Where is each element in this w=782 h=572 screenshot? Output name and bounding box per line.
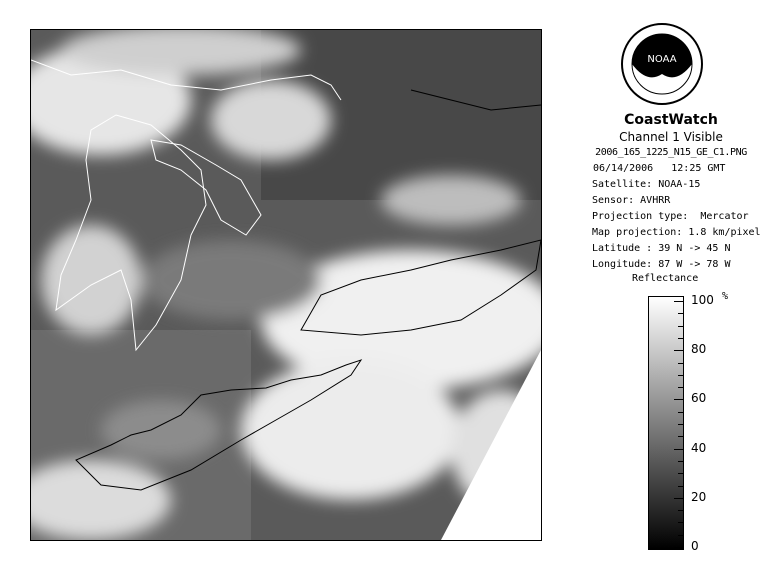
colorbar-tick bbox=[678, 535, 684, 536]
colorbar-tick-label: 40 bbox=[691, 440, 707, 455]
colorbar-tick-label: 0 bbox=[691, 539, 699, 553]
colorbar-tick bbox=[674, 399, 684, 400]
colorbar-tick bbox=[674, 301, 684, 302]
colorbar-tick bbox=[674, 498, 684, 499]
satellite-image[interactable] bbox=[30, 29, 542, 541]
latitude-label: Latitude : 39 N -> 45 N bbox=[592, 243, 731, 254]
colorbar-unit: % bbox=[722, 291, 729, 302]
colorbar-tick-label: 20 bbox=[691, 489, 707, 504]
colorbar-tick bbox=[674, 350, 684, 351]
map-projection-label: Map projection: 1.8 km/pixel bbox=[592, 227, 761, 238]
satellite-label: Satellite: NOAA-15 bbox=[592, 179, 701, 190]
colorbar-tick bbox=[678, 461, 684, 462]
channel-label: Channel 1 Visible bbox=[619, 130, 723, 144]
info-panel bbox=[560, 0, 782, 572]
colorbar-tick bbox=[678, 363, 684, 364]
colorbar-tick bbox=[678, 412, 684, 413]
colorbar-title: Reflectance bbox=[632, 273, 699, 284]
brand-title: CoastWatch bbox=[624, 112, 718, 128]
longitude-label: Longitude: 87 W -> 78 W bbox=[592, 259, 731, 270]
colorbar-tick bbox=[678, 486, 684, 487]
filename-label: 2006_165_1225_N15_GE_C1.PNG bbox=[595, 147, 747, 158]
colorbar-tick-label: 100 bbox=[691, 293, 714, 307]
colorbar-tick-label: 80 bbox=[691, 342, 707, 357]
projection-type-label: Projection type: Mercator bbox=[592, 211, 749, 222]
colorbar bbox=[648, 296, 684, 550]
colorbar-tick bbox=[674, 547, 684, 548]
noaa-logo-icon bbox=[620, 22, 704, 106]
colorbar-tick bbox=[674, 449, 684, 450]
colorbar-tick bbox=[678, 313, 684, 314]
colorbar-tick bbox=[678, 473, 684, 474]
colorbar-tick bbox=[678, 510, 684, 511]
colorbar-tick bbox=[678, 338, 684, 339]
colorbar-tick-label: 60 bbox=[691, 391, 707, 406]
colorbar-tick bbox=[678, 522, 684, 523]
colorbar-tick bbox=[678, 375, 684, 376]
colorbar-tick bbox=[678, 424, 684, 425]
colorbar-tick bbox=[678, 436, 684, 437]
datetime-label: 06/14/2006 12:25 GMT bbox=[593, 163, 726, 174]
sensor-label: Sensor: AVHRR bbox=[592, 195, 671, 206]
map-svg bbox=[31, 30, 541, 540]
colorbar-tick bbox=[678, 387, 684, 388]
colorbar-tick bbox=[678, 326, 684, 327]
logo-text: NOAA bbox=[647, 54, 677, 65]
